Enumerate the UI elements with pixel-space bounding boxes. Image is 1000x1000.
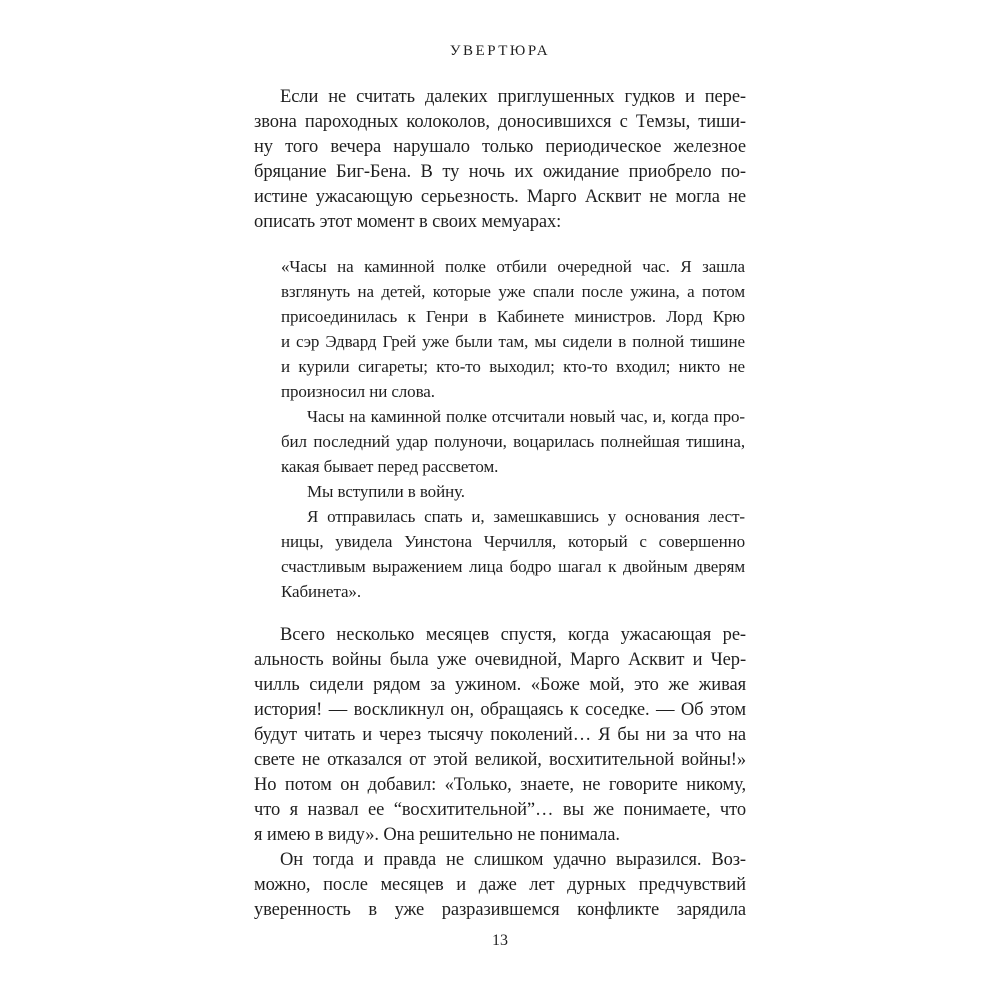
- text-line: и сэр Эдвард Грей уже были там, мы сидели в полной тишине: [281, 332, 745, 351]
- text-line: история! — воскликнул он, обращаясь к соседке. — Об этом: [254, 700, 746, 720]
- page-number: 13: [492, 932, 508, 949]
- text-line: Кабинета».: [281, 582, 361, 601]
- text-line: какая бывает перед рассветом.: [281, 457, 499, 476]
- quote-paragraph: [281, 404, 745, 479]
- text-line: ну того вечера нарушало только периодическое железное: [254, 137, 746, 157]
- text-line: присоединилась к Генри в Кабинете министров. Лорд Крю: [281, 307, 745, 326]
- text-line: описать этот момент в своих мемуарах:: [254, 212, 562, 232]
- text-line: бряцание Биг-Бена. В ту ночь их ожидание приобрело по-: [254, 162, 746, 182]
- body-paragraph: [254, 623, 746, 848]
- text-line: будут читать и через тысячу поколений… Я бы ни за что на: [254, 725, 746, 745]
- quote-paragraph: [281, 254, 745, 404]
- text-line: «Часы на каминной полке отбили очередной час. Я зашла: [281, 257, 745, 276]
- text-line: Он тогда и правда не слишком удачно выразился. Воз-: [280, 850, 746, 870]
- text-line: ницы, увидела Уинстона Черчилля, который с совершенно: [281, 532, 745, 551]
- text-column: [254, 85, 746, 923]
- body-paragraph: [254, 85, 746, 235]
- text-line: произносил ни слова.: [281, 382, 435, 401]
- text-line: Но потом он добавил: «Только, знаете, не говорите никому,: [254, 775, 746, 795]
- text-line: я имею в виду». Она решительно не понимала.: [254, 825, 620, 845]
- text-line: звона пароходных колоколов, доносившихся с Темзы, тиши-: [254, 112, 746, 132]
- text-line: Мы вступили в войну.: [307, 482, 465, 501]
- text-line: альность войны была уже очевидной, Марго Асквит и Чер-: [254, 650, 746, 670]
- text-line: истине ужасающую серьезность. Марго Асквит не могла не: [254, 187, 746, 207]
- text-line: Если не считать далеких приглушенных гудков и пере-: [280, 87, 746, 107]
- text-line: свете не отказался от этой великой, восхитительной войны!»: [254, 750, 746, 770]
- text-line: чилль сидели рядом за ужином. «Боже мой, это же живая: [254, 675, 746, 695]
- chapter-title: УВЕРТЮРА: [449, 43, 551, 59]
- text-line: взглянуть на детей, которые уже спали после ужина, а потом: [281, 282, 745, 301]
- text-line: что я назвал ее “восхитительной”… вы же понимаете, что: [254, 800, 746, 820]
- text-line: бил последний удар полуночи, воцарилась полнейшая тишина,: [281, 432, 745, 451]
- text-line: счастливым выражением лица бодро шагал к двойным дверям: [281, 557, 745, 576]
- quote-paragraph: [281, 479, 745, 504]
- text-line: и курили сигареты; кто-то выходил; кто-то входил; никто не: [281, 357, 745, 376]
- text-line: Часы на каминной полке отсчитали новый час, и, когда про-: [307, 407, 745, 426]
- text-line: Всего несколько месяцев спустя, когда ужасающая ре-: [280, 625, 746, 645]
- body-paragraph: [254, 848, 746, 923]
- text-line: Я отправилась спать и, замешкавшись у основания лест-: [307, 507, 745, 526]
- text-line: уверенность в уже разразившемся конфликте зарядила: [254, 900, 746, 920]
- text-line: можно, после месяцев и даже лет дурных предчувствий: [254, 875, 746, 895]
- quote-paragraph: [281, 504, 745, 604]
